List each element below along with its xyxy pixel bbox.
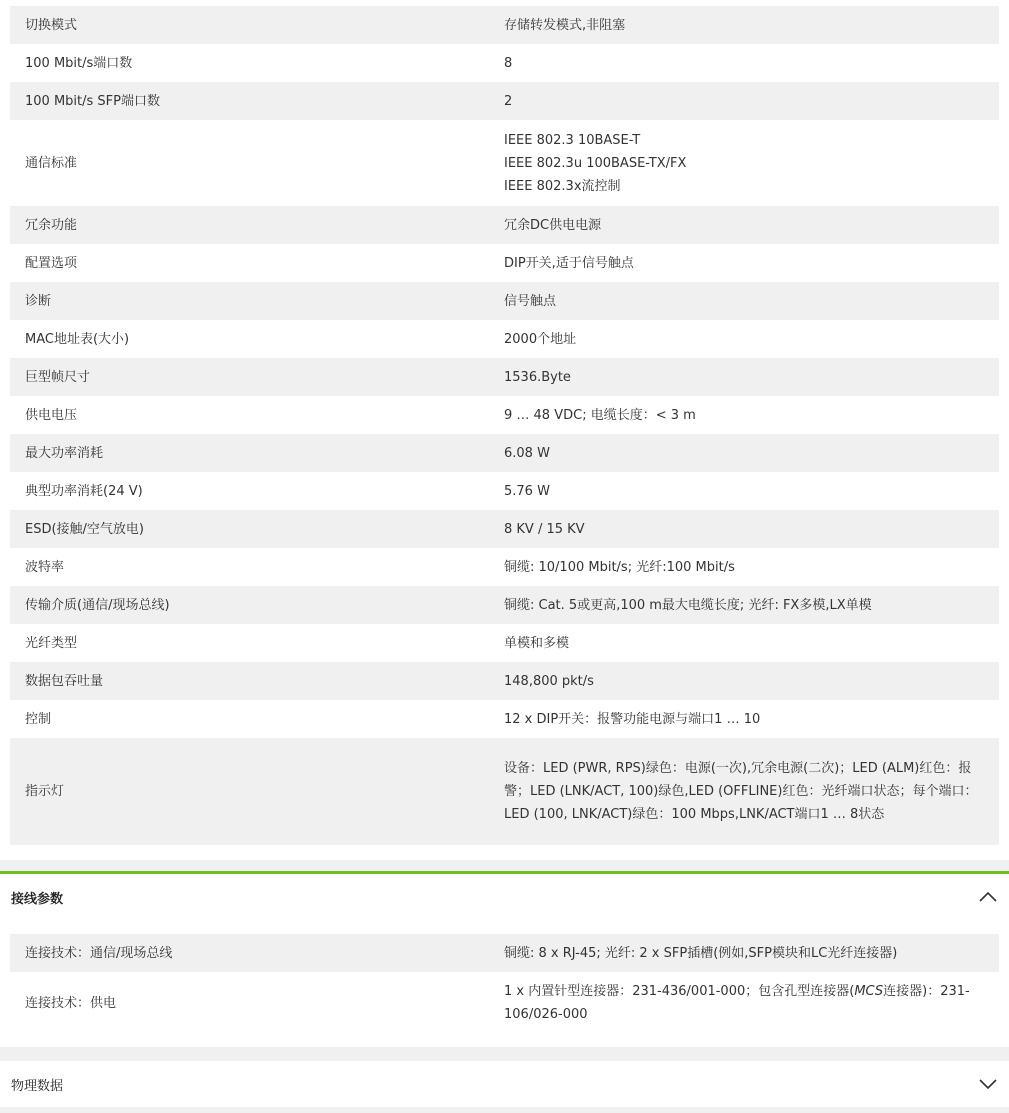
row-label: 连接技术：通信/现场总线: [25, 945, 173, 961]
row-value: 9 … 48 VDC; 电缆长度：< 3 m: [504, 407, 696, 423]
wiring-section-title: 接线参数: [11, 891, 64, 907]
row-value: 铜缆: Cat. 5或更高,100 m最大电缆长度; 光纤: FX多模,LX单模: [504, 597, 872, 613]
row-label: 冗余功能: [25, 217, 78, 233]
row-value: 6.08 W: [504, 445, 550, 461]
row-value: 12 x DIP开关：报警功能电源与端口1 … 10: [504, 711, 761, 727]
table-row: [10, 320, 999, 358]
row-value: 存储转发模式,非阻塞: [504, 17, 626, 33]
table-row: [10, 472, 999, 510]
section-separator: [0, 1047, 1009, 1061]
table-row: [10, 82, 999, 120]
table-row: [10, 206, 999, 244]
row-label: 供电电压: [25, 407, 78, 423]
row-label: 配置选项: [25, 255, 78, 271]
wiring-section-header[interactable]: [0, 874, 1009, 920]
table-row: [10, 6, 999, 44]
table-row: [10, 396, 999, 434]
section-separator: [0, 1107, 1009, 1113]
table-row: [10, 120, 999, 206]
table-row: [10, 282, 999, 320]
row-label: 控制: [25, 711, 52, 727]
row-value: 设备：LED (PWR, RPS)绿色：电源(一次),冗余电源(二次)；LED (ALM)红色：报警；LED (LNK/ACT, 100)绿色,LED (OFFLINE)红色：光纤端口状态；每个端口：LED (100, LNK/ACT)绿色：100 Mbps,LNK/ACT端口1 … 8状态: [504, 761, 978, 822]
row-label: MAC地址表(大小): [25, 331, 130, 347]
table-row: [10, 662, 999, 700]
row-value: 2000个地址: [504, 331, 577, 347]
row-value: 单模和多模: [504, 635, 570, 651]
table-row: [10, 434, 999, 472]
chevron-down-icon[interactable]: [978, 1078, 998, 1090]
row-value: 铜缆: 8 x RJ-45; 光纤: 2 x SFP插槽(例如,SFP模块和LC光纤连接器): [504, 945, 898, 961]
row-label: 数据包吞吐量: [25, 673, 104, 689]
row-label: 连接技术：供电: [25, 995, 117, 1011]
table-row: [10, 358, 999, 396]
section-separator: [0, 860, 1009, 871]
row-label: ESD(接触/空气放电): [25, 521, 144, 537]
row-value: 148,800 pkt/s: [504, 673, 594, 689]
row-value: 冗余DC供电电源: [504, 217, 602, 233]
wiring-table: [10, 934, 999, 1034]
row-label: 100 Mbit/s SFP端口数: [25, 93, 160, 109]
physical-section-title: 物理数据: [11, 1078, 64, 1094]
row-value: 铜缆: 10/100 Mbit/s; 光纤:100 Mbit/s: [504, 559, 735, 575]
table-row: [10, 700, 999, 738]
row-label: 巨型帧尺寸: [25, 369, 91, 385]
row-label: 传输介质(通信/现场总线): [25, 597, 170, 613]
table-row: [10, 244, 999, 282]
value-text-before: 1 x 内置针型连接器：231-436/001-000；包含孔型连接器(: [504, 984, 855, 999]
row-value: [504, 980, 999, 1026]
row-value: 1536.Byte: [504, 369, 571, 385]
row-label: 通信标准: [25, 155, 78, 171]
row-label: 波特率: [25, 559, 65, 575]
row-label: 指示灯: [25, 784, 65, 799]
row-label: 切换模式: [25, 17, 78, 33]
row-label: 诊断: [25, 293, 52, 309]
row-value: 2: [504, 93, 513, 109]
row-value: DIP开关,适于信号触点: [504, 255, 634, 271]
table-row: [10, 972, 999, 1034]
row-label: 光纤类型: [25, 635, 78, 651]
row-value: 8: [504, 55, 513, 71]
row-value: 5.76 W: [504, 483, 550, 499]
row-label: 最大功率消耗: [25, 445, 104, 461]
table-row: [10, 624, 999, 662]
table-row: [10, 510, 999, 548]
row-value: 8 KV / 15 KV: [504, 521, 585, 537]
value-text-italic: MCS: [854, 984, 884, 999]
row-value: 信号触点: [504, 293, 557, 309]
table-row: [10, 548, 999, 586]
physical-section-header[interactable]: [0, 1061, 1009, 1107]
value-text-after: 连接器)：231-106/026-000: [504, 984, 970, 1022]
row-label: 100 Mbit/s端口数: [25, 55, 133, 71]
chevron-up-icon[interactable]: [978, 891, 998, 903]
table-row: [10, 44, 999, 82]
technical-data-table: [10, 6, 999, 845]
row-label: 典型功率消耗(24 V): [25, 483, 143, 499]
table-row: [10, 738, 999, 845]
table-row: [10, 586, 999, 624]
row-value: IEEE 802.3 10BASE-T IEEE 802.3u 100BASE-TX/FX IEEE 802.3x流控制: [504, 132, 687, 194]
table-row: [10, 934, 999, 972]
